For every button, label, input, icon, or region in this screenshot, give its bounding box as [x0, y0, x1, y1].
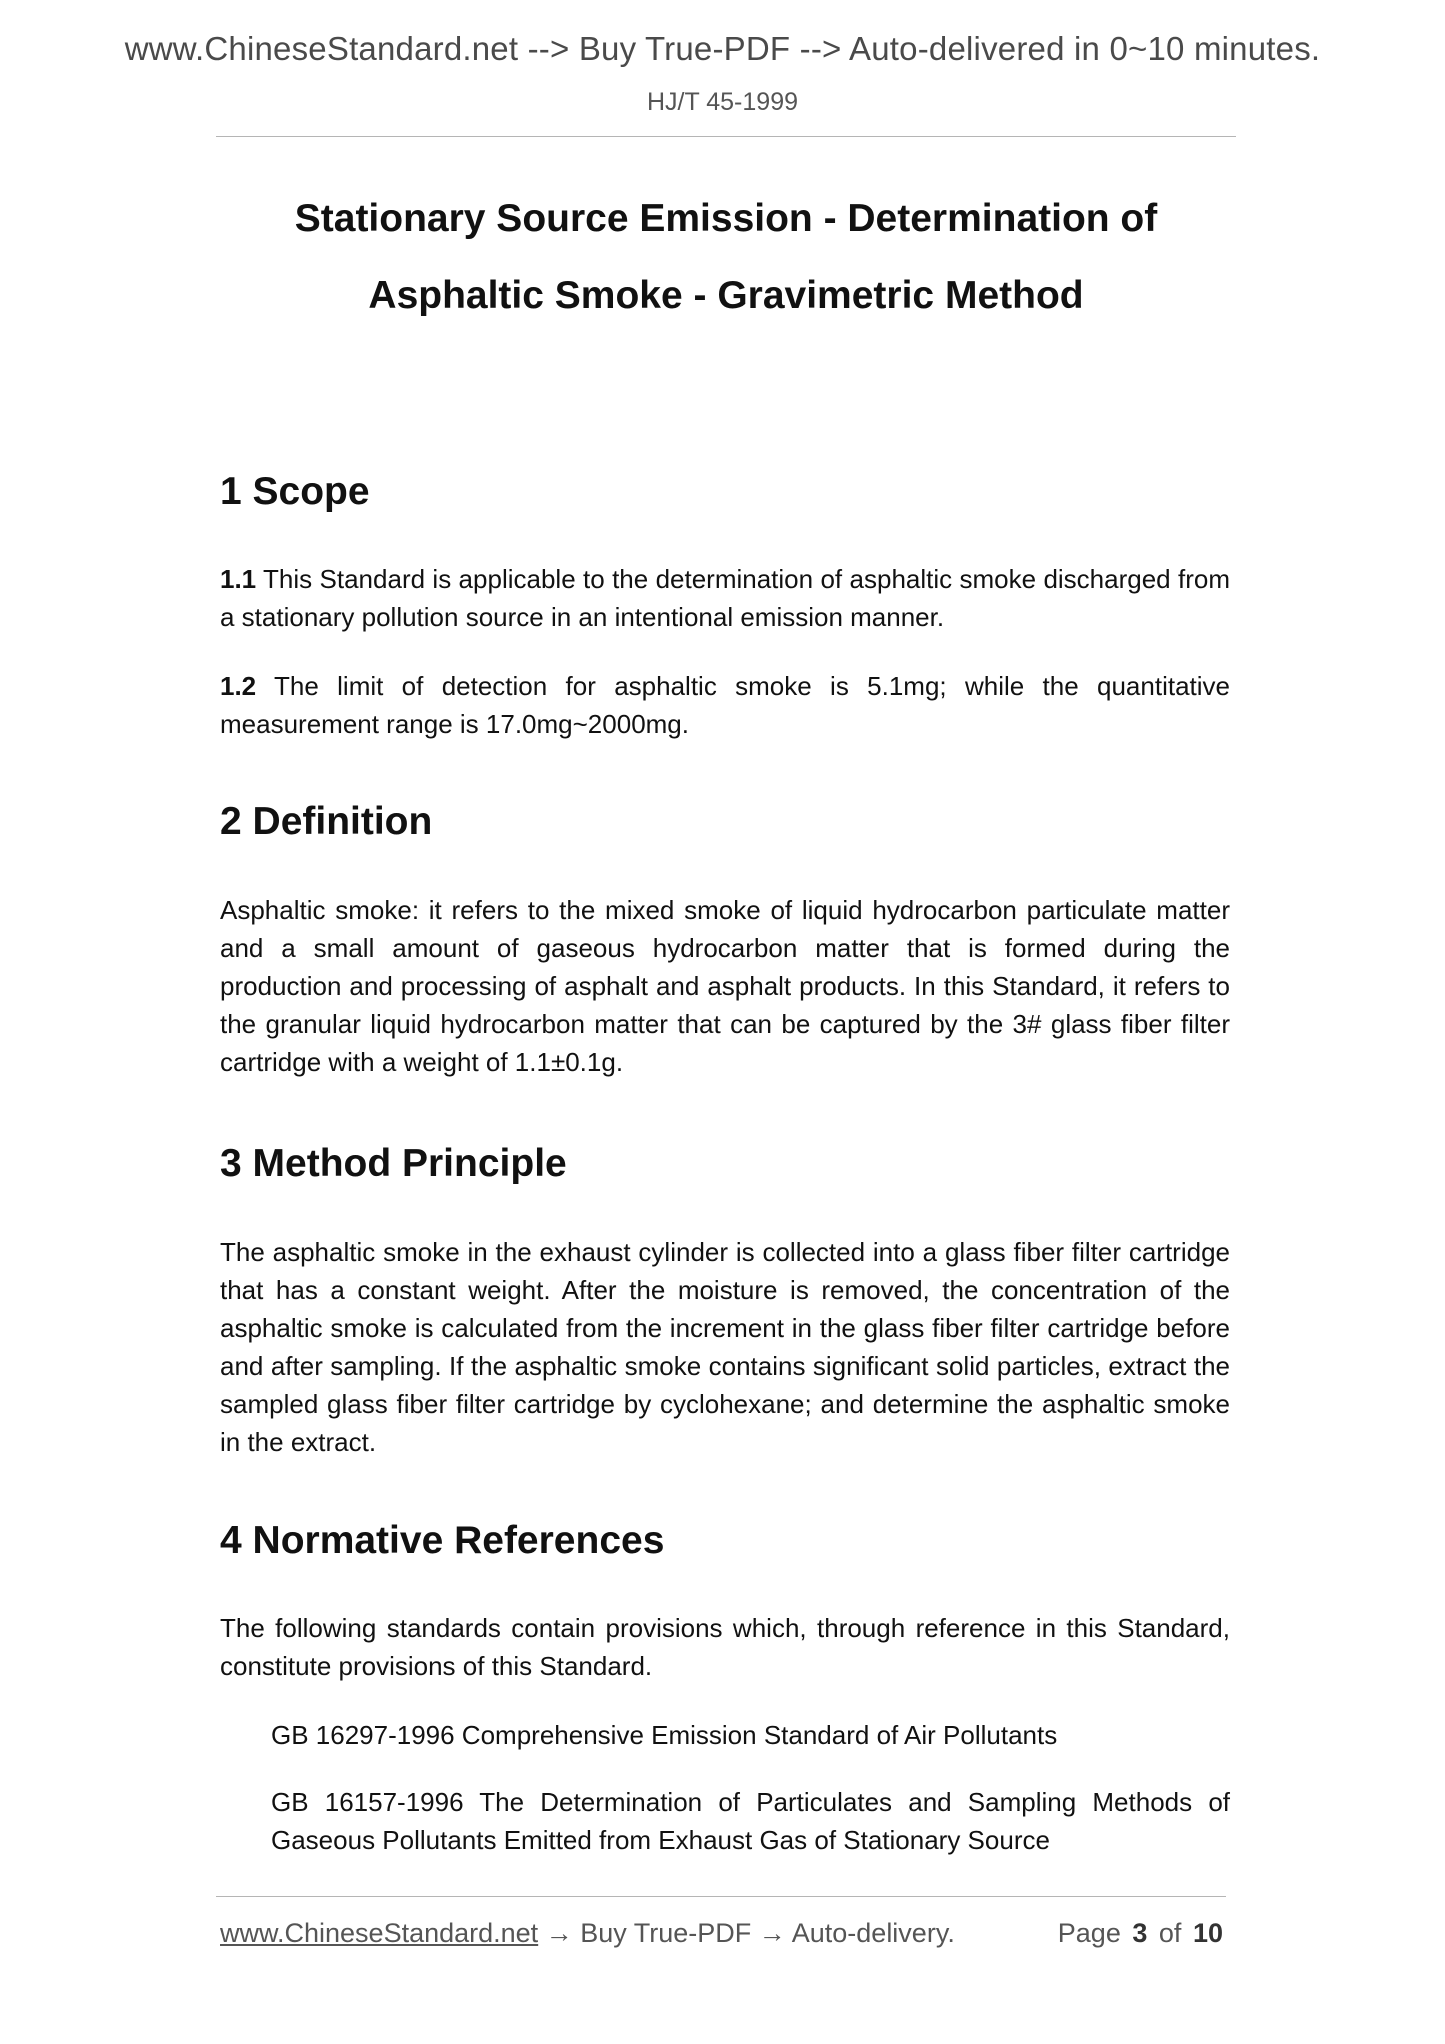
document-title-line-1: Stationary Source Emission - Determination of	[294, 197, 1158, 240]
section-heading-definition: 2 Definition	[220, 800, 433, 843]
document-title-line-2: Asphaltic Smoke - Gravimetric Method	[368, 274, 1084, 317]
footer-promo	[220, 1918, 955, 1949]
reference-item: GB 16157-1996 The Determination of Particulates and Sampling Methods of Gaseous Pollutants Emitted from Exhaust Gas of Stationary Source	[271, 1787, 1230, 1855]
section-heading-normative-references: 4 Normative References	[220, 1519, 665, 1562]
paragraph-1-2	[220, 667, 1230, 743]
footer-divider	[216, 1896, 1226, 1897]
document-code: HJ/T 45-1999	[646, 88, 798, 116]
header-banner: www.ChineseStandard.net --> Buy True-PDF --> Auto-delivered in 0~10 minutes.	[124, 30, 1321, 67]
footer-promo-text: → Buy True-PDF → Auto-delivery.	[538, 1918, 955, 1948]
references-intro-paragraph: The following standards contain provisions which, through reference in this Standard, constitute provisions of this Standard.	[220, 1613, 1230, 1681]
page-label: Page	[1057, 1918, 1121, 1948]
paragraph-1-1	[220, 560, 1230, 636]
section-heading-scope: 1 Scope	[220, 470, 370, 513]
page-indicator	[1058, 1918, 1223, 1949]
total-page-count: 10	[1192, 1918, 1223, 1948]
method-principle-paragraph: The asphaltic smoke in the exhaust cylinder is collected into a glass fiber filter cartridge that has a constant weight. After the moisture is removed, the concentration of the asphaltic smoke is calculated from the increment in the glass fiber filter cartridge before and after sampling. If the asphaltic smoke contains significant solid particles, extract the sampled glass fiber filter cartridge by cyclohexane; and determine the asphaltic smoke in the extract.	[220, 1237, 1230, 1457]
reference-item: GB 16297-1996 Comprehensive Emission Standard of Air Pollutants	[271, 1720, 1058, 1750]
current-page-number: 3	[1132, 1918, 1148, 1948]
footer-website-link[interactable]: www.ChineseStandard.net	[220, 1918, 539, 1948]
header-divider	[216, 136, 1236, 137]
definition-paragraph: Asphaltic smoke: it refers to the mixed smoke of liquid hydrocarbon particulate matter and a small amount of gaseous hydrocarbon matter that is formed during the production and processing of asphalt and asphalt products. In this Standard, it refers to the granular liquid hydrocarbon matter that can be captured by the 3# glass fiber filter cartridge with a weight of 1.1±0.1g.	[220, 895, 1230, 1077]
of-label: of	[1158, 1918, 1182, 1948]
clause-text: This Standard is applicable to the determination of asphaltic smoke discharged from a stationary pollution source in an intentional emission manner.	[220, 564, 1230, 632]
clause-text: The limit of detection for asphaltic smoke is 5.1mg; while the quantitative measurement range is 17.0mg~2000mg.	[220, 671, 1230, 739]
clause-number: 1.2	[220, 671, 257, 701]
clause-number: 1.1	[220, 564, 257, 594]
section-heading-method-principle: 3 Method Principle	[220, 1142, 567, 1185]
